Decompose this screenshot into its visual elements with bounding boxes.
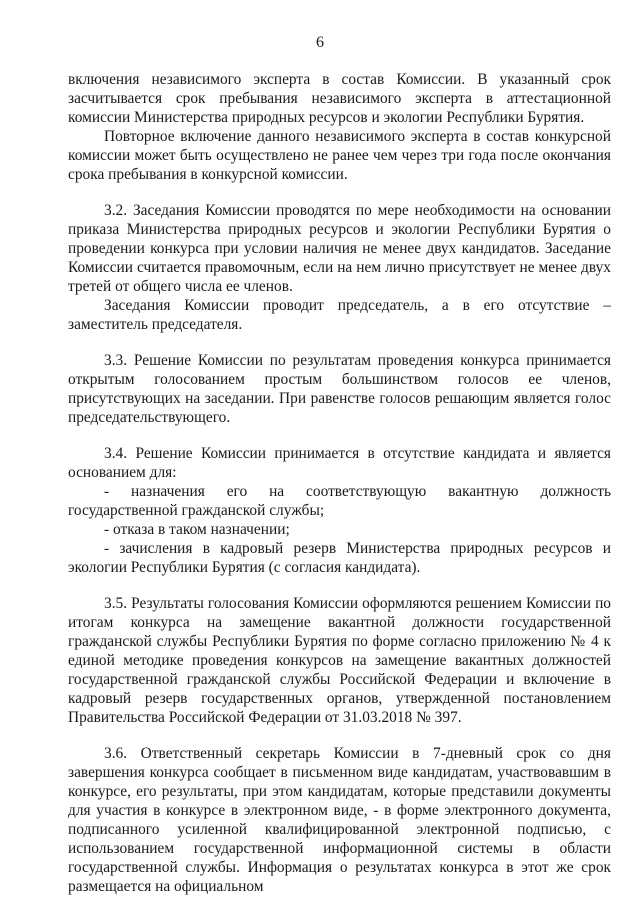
paragraph-expert-inclusion-end: включения независимого эксперта в состав Комиссии. В указанный срок засчитывается срок пребывания независимого эксперта в аттестационной комиссии Министерства природных ресурсов и экологии Республики Бурятия. (68, 71, 611, 126)
document-body (68, 70, 611, 896)
paragraph-repeat-inclusion: Повторное включение данного независимого эксперта в состав конкурсной комиссии может быть осуществлено не ранее чем через три года после окончания срока пребывания в конкурсной комиссии. (68, 128, 611, 183)
page-number: 6 (316, 34, 324, 51)
paragraph-chairman: Заседания Комиссии проводит председатель, а в его отсутствие – заместитель председателя. (68, 297, 611, 333)
list-item-reserve: - зачисления в кадровый резерв Министерства природных ресурсов и экологии Республики Бурятия (с согласия кандидата). (68, 540, 611, 576)
paragraph-3-2-meetings: 3.2. Заседания Комиссии проводятся по мере необходимости на основании приказа Министерства природных ресурсов и экологии Республики Бурятия о проведении конкурса при условии наличия не менее двух кандидатов. Заседание Комиссии считается правомочным, если на нем лично присутствует не менее двух третей от общего числа ее членов. (68, 202, 611, 295)
paragraph-3-5-voting-results: 3.5. Результаты голосования Комиссии оформляются решением Комиссии по итогам конкурса на замещение вакантной должности государственной гражданской службы Республики Бурятия по форме согласно приложению № 4 к единой методике проведения конкурсов на замещение вакантных должностей государственной гражданской службы Российской Федерации и включение в кадровый резерв государственных органов, утвержденной постановлением Правительства Российской Федерации от 31.03.2018 № 397. (68, 595, 611, 726)
paragraph-3-3-decision: 3.3. Решение Комиссии по результатам проведения конкурса принимается открытым голосованием простым большинством голосов ее членов, присутствующих на заседании. При равенстве голосов решающим является голос председательствующего. (68, 352, 611, 426)
paragraph-3-4-basis: 3.4. Решение Комиссии принимается в отсутствие кандидата и является основанием для: (68, 445, 611, 481)
list-item-refusal: - отказа в таком назначении; (104, 521, 290, 538)
paragraph-3-6-notification: 3.6. Ответственный секретарь Комиссии в 7-дневный срок со дня завершения конкурса сообщает в письменном виде кандидатам, участвовавшим в конкурсе, его результаты, при этом кандидатам, которые представили документы для участия в конкурсе в электронном виде, - в форме электронного документа, подписанного усиленной квалифицированной электронной подписью, с использованием государственной информационной системы в области государственной службы. Информация о результатах конкурса в этот же срок размещается на официальном (68, 745, 611, 895)
list-item-appointment: - назначения его на соответствующую вакантную должность государственной гражданской службы; (68, 483, 611, 519)
